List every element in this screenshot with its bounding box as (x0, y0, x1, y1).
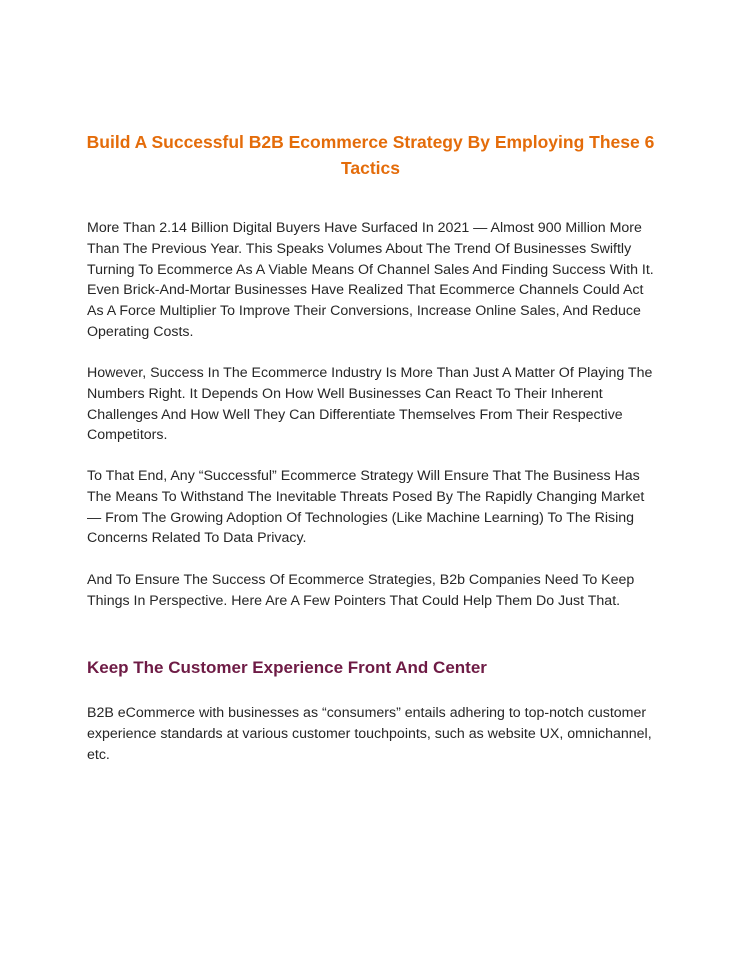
section-body-paragraph: B2B eCommerce with businesses as “consumers” entails adhering to top-notch customer experience standards at various customer touchpoints, such as website UX, omnichannel, etc. (87, 705, 652, 763)
page-title: Build A Successful B2B Ecommerce Strategy By Employing These 6 Tactics (86, 132, 655, 178)
pointers-paragraph: And To Ensure The Success Of Ecommerce Strategies, B2b Companies Need To Keep Things In Perspective. Here Are A Few Pointers That Could Help Them Do Just That. (87, 572, 635, 609)
section-heading: Keep The Customer Experience Front And Center (87, 658, 487, 677)
success-paragraph: However, Success In The Ecommerce Industry Is More Than Just A Matter Of Playing The Numbers Right. It Depends On How Well Businesses Can React To Their Inherent Challenges And How Well They Can Differentiate Themselves From Their Respective Competitors. (87, 365, 653, 444)
strategy-paragraph: To That End, Any “Successful” Ecommerce Strategy Will Ensure That The Business Has The Means To Withstand The Inevitable Threats Posed By The Rapidly Changing Market — From The Growing Adoption Of Technologies (Like Machine Learning) To The Rising Concerns Related To Data Privacy. (87, 468, 645, 547)
intro-paragraph: More Than 2.14 Billion Digital Buyers Have Surfaced In 2021 — Almost 900 Million More Than The Previous Year. This Speaks Volumes About The Trend Of Businesses Swiftly Turning To Ecommerce As A Viable Means Of Channel Sales And Finding Success With It. Even Brick-And-Mortar Businesses Have Realized That Ecommerce Channels Could Act As A Force Multiplier To Improve Their Conversions, Increase Online Sales, And Reduce Operating Costs. (87, 220, 654, 340)
